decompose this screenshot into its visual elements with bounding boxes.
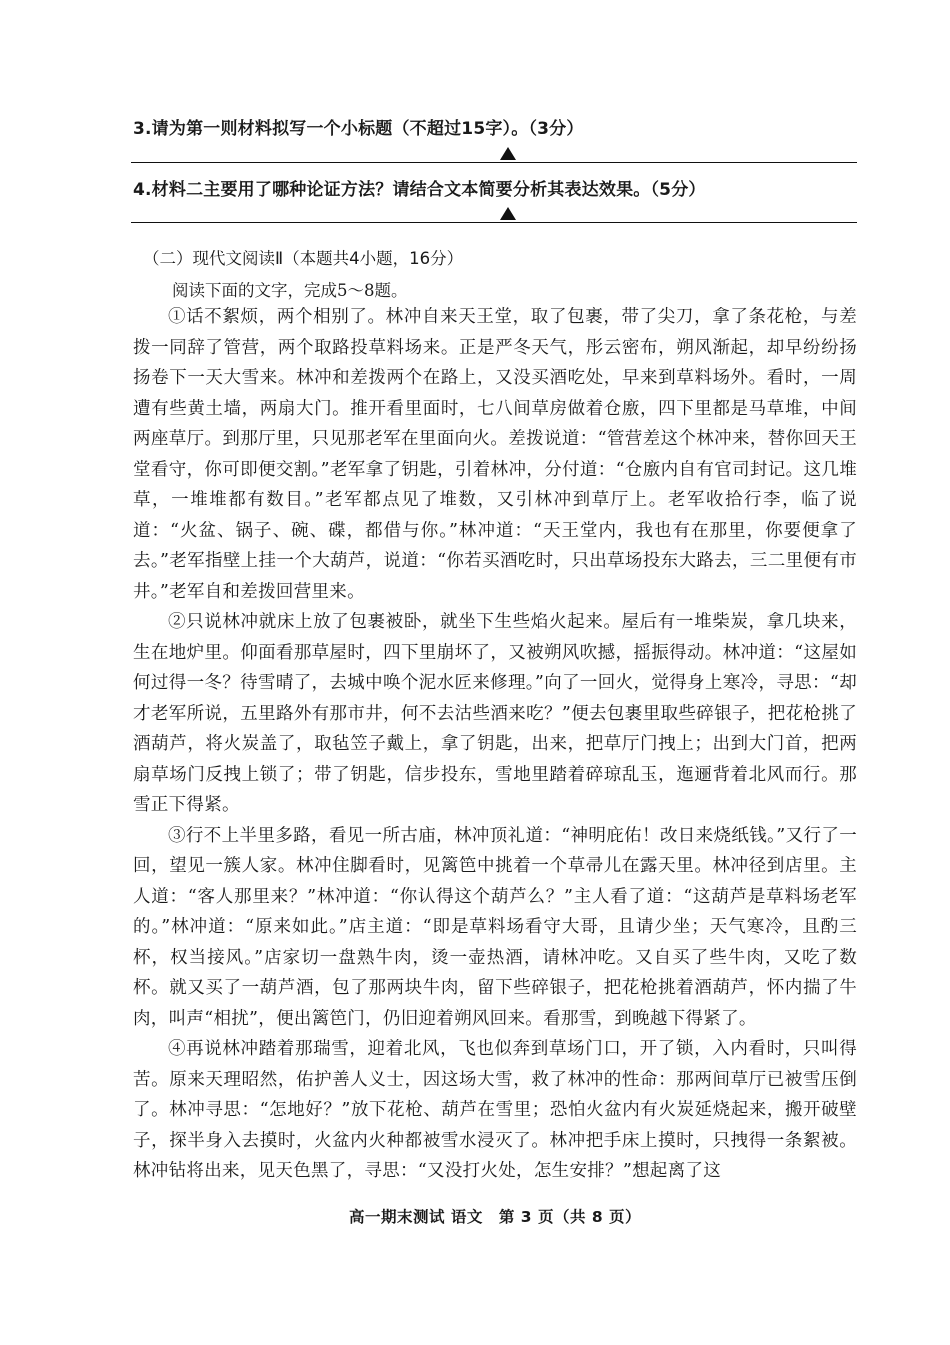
passage-paragraph-3: ③行不上半里多路，看见一所古庙，林冲顶礼道：“神明庇佑！改日来烧纸钱。”又行了一回，望见一簇人家。林冲住脚看时，见篱笆中挑着一个草帚儿在露天里。林冲径到店里。主人道：“客人那里来？”林冲道：“你认得这个葫芦么？”主人看了道：“这葫芦是草料场老军的。”林冲道：“原来如此。”店主道：“即是草料场看守大哥，且请少坐；天气寒冷，且酌三杯，权当接风。”店家切一盘熟牛肉，烫一壶热酒，请林冲吃。又自买了些牛肉，又吃了数杯。就又买了一葫芦酒，包了那两块牛肉，留下些碎银子，把花枪挑着酒葫芦，怀内揣了牛肉，叫声“相扰”，便出篱笆门，仍旧迎着朔风回来。看那雪，到晚越下得紧了。 [133, 825, 857, 1029]
question-4: 4.材料二主要用了哪种论证方法？请结合文本简要分析其表达效果。（5分） [133, 180, 706, 200]
answer-line [131, 222, 857, 223]
passage-paragraph-4: ④再说林冲踏着那瑞雪，迎着北风，飞也似奔到草场门口，开了锁，入内看时，只叫得苦。原来天理昭然，佑护善人义士，因这场大雪，救了林冲的性命：那两间草厅已被雪压倒了。林冲寻思：“怎地好？”放下花枪、葫芦在雪里；恐怕火盆内有火炭延烧起来，搬开破壁子，探半身入去摸时，火盆内火种都被雪水浸灭了。林冲把手床上摸时，只拽得一条絮被。林冲钻将出来，见天色黑了，寻思：“又没打火处，怎生安排？”想起离了这 [133, 1039, 857, 1181]
answer-area-marker-icon [500, 207, 516, 220]
section-intro: 阅读下面的文字，完成5～8题。 [172, 281, 408, 300]
answer-line [131, 162, 857, 163]
passage-paragraph-2: ②只说林冲就床上放了包裹被卧，就坐下生些焰火起来。屋后有一堆柴炭，拿几块来，生在地炉里。仰面看那草屋时，四下里崩坏了，又被朔风吹撼，摇振得动。林冲道：“这屋如何过得一冬？待雪晴了，去城中唤个泥水匠来修理。”向了一回火，觉得身上寒冷，寻思：“却才老军所说，五里路外有那市井，何不去沽些酒来吃？”便去包裹里取些碎银子，把花枪挑了酒葫芦，将火炭盖了，取毡笠子戴上，拿了钥匙，出来，把草厅门拽上；出到大门首，把两扇草场门反拽上锁了；带了钥匙，信步投东，雪地里踏着碎琼乱玉，迤逦背着北风而行。那雪正下得紧。 [133, 612, 857, 815]
section-heading: （二）现代文阅读Ⅱ（本题共4小题，16分） [143, 249, 464, 268]
page-footer: 高一期末测试 语文 第 3 页（共 8 页） [348, 1208, 642, 1226]
passage-paragraph-1: ①话不絮烦，两个相别了。林冲自来天王堂，取了包裹，带了尖刀，拿了条花枪，与差拨一同辞了管营，两个取路投草料场来。正是严冬天气，彤云密布，朔风渐起，却早纷纷扬扬卷下一天大雪来。林冲和差拨两个在路上，又没买酒吃处，早来到草料场外。看时，一周遭有些黄土墙，两扇大门。推开看里面时，七八间草房做着仓廒，四下里都是马草堆，中间两座草厅。到那厅里，只见那老军在里面向火。差拨说道：“管营差这个林冲来，替你回天王堂看守，你可即便交割。”老军拿了钥匙，引着林冲，分付道：“仓廒内自有官司封记。这几堆草，一堆堆都有数目。”老军都点见了堆数，又引林冲到草厅上。老军收拾行李，临了说道：“火盆、锅子、碗、碟，都借与你。”林冲道：“天王堂内，我也有在那里，你要便拿了去。”老军指壁上挂一个大葫芦，说道：“你若买酒吃时，只出草场投东大路去，三二里便有市井。”老军自和差拨回营里来。 [133, 307, 857, 602]
answer-area-marker-icon [500, 147, 516, 160]
reading-passage [133, 302, 857, 1187]
question-3: 3.请为第一则材料拟写一个小标题（不超过15字）。（3分） [133, 119, 584, 139]
